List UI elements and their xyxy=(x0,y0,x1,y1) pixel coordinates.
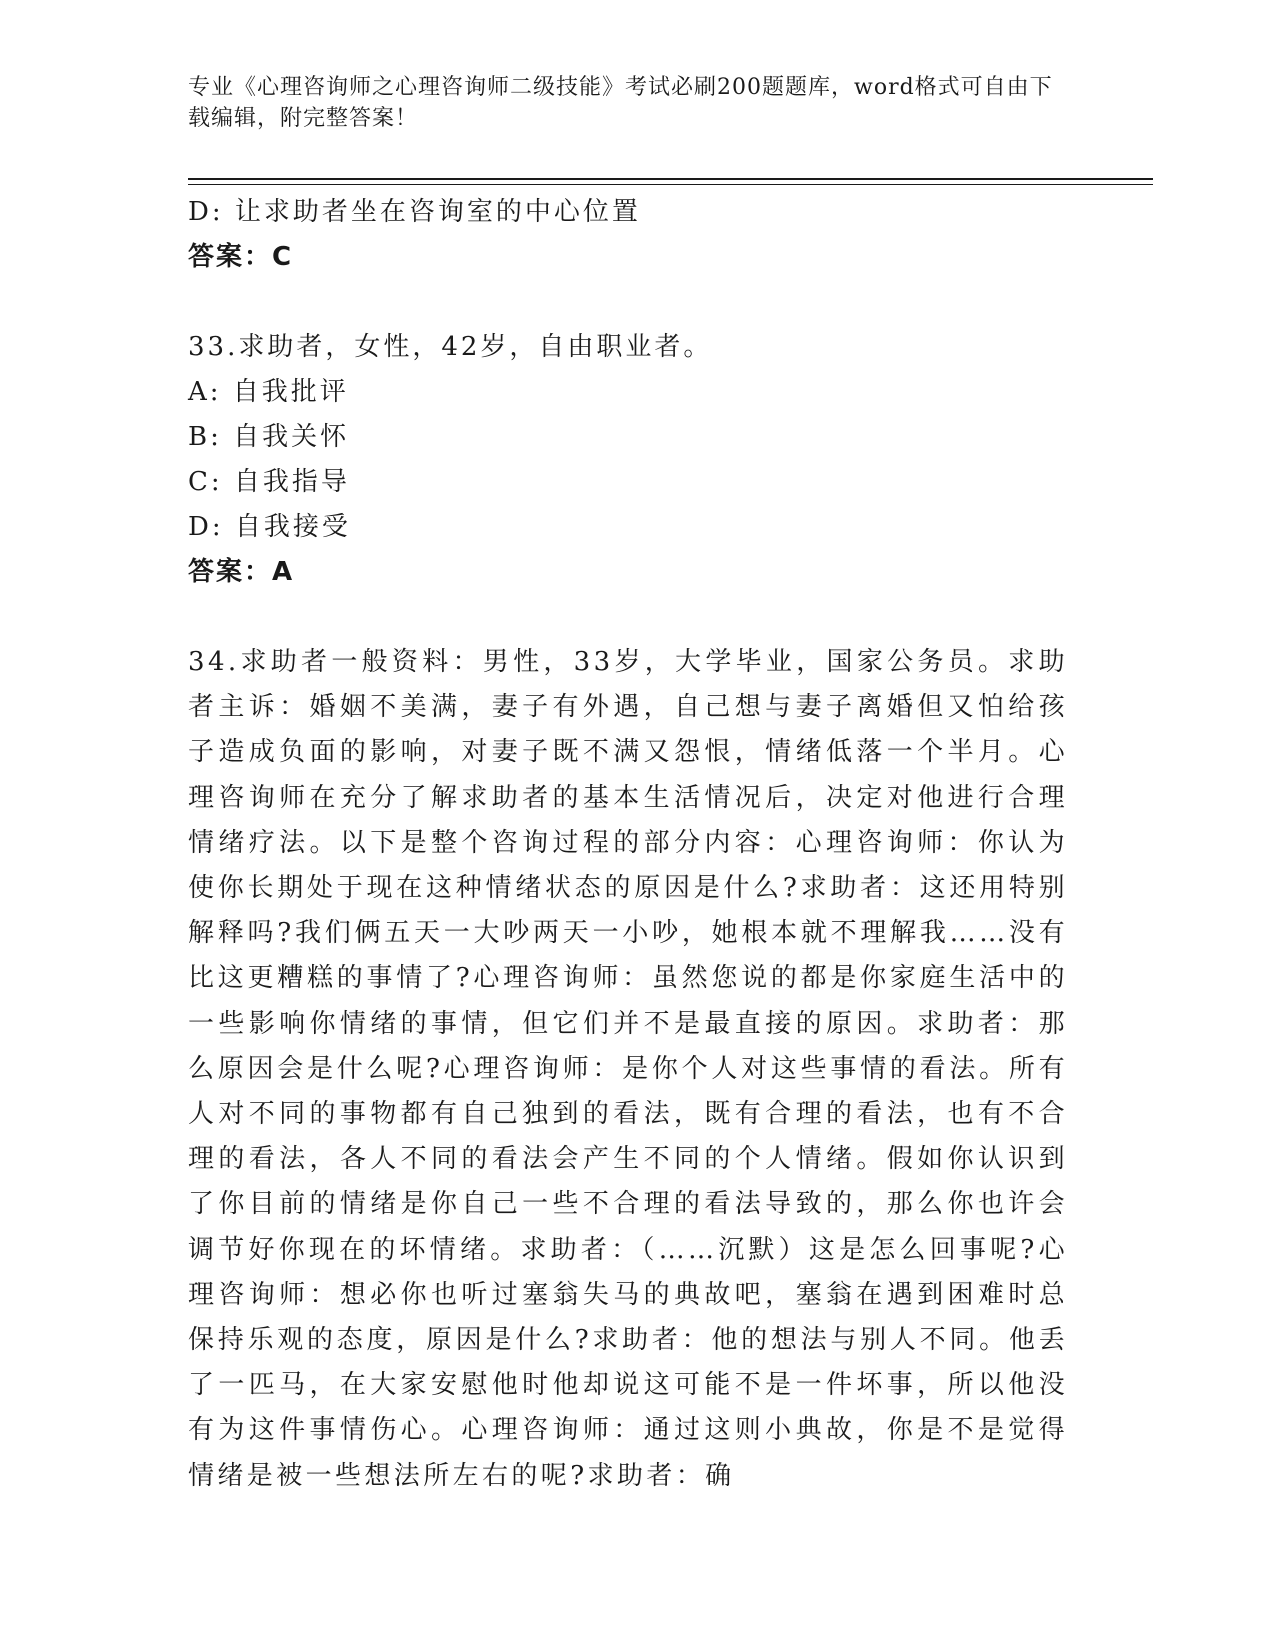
q33-option-c: C: 自我指导 xyxy=(188,467,350,497)
header-divider-thick xyxy=(188,178,1153,180)
spacer xyxy=(188,595,1088,640)
document-header: 专业《心理咨询师之心理咨询师二级技能》考试必刷200题题库，word格式可自由下载编辑，附完整答案！ xyxy=(188,75,1053,131)
document-body xyxy=(188,190,1088,1499)
spacer xyxy=(188,280,1088,325)
q33-option-a: A: 自我批评 xyxy=(188,377,349,407)
q33-question: 33.求助者，女性，42岁，自由职业者。 xyxy=(188,332,713,362)
q33-answer: 答案：A xyxy=(188,557,295,587)
q33-option-b: B: 自我关怀 xyxy=(188,422,350,452)
q32-answer: 答案：C xyxy=(188,242,294,272)
q34-question: 34.求助者一般资料：男性，33岁，大学毕业，国家公务员。求助者主诉：婚姻不美满，妻子有外遇，自己想与妻子离婚但又怕给孩子造成负面的影响，对妻子既不满又怨恨，情绪低落一个半月。心理咨询师在充分了解求助者的基本生活情况后，决定对他进行合理情绪疗法。以下是整个咨询过程的部分内容：心理咨询师：你认为使你长期处于现在这种情绪状态的原因是什么?求助者：这还用特别解释吗?我们俩五天一大吵两天一小吵，她根本就不理解我……没有比这更糟糕的事情了?心理咨询师：虽然您说的都是你家庭生活中的一些影响你情绪的事情，但它们并不是最直接的原因。求助者：那么原因会是什么呢?心理咨询师：是你个人对这些事情的看法。所有人对不同的事物都有自己独到的看法，既有合理的看法，也有不合理的看法，各人不同的看法会产生不同的个人情绪。假如你认识到了你目前的情绪是你自己一些不合理的看法导致的，那么你也许会调节好你现在的坏情绪。求助者：（……沉默）这是怎么回事呢?心理咨询师：想必你也听过塞翁失马的典故吧，塞翁在遇到困难时总保持乐观的态度，原因是什么?求助者：他的想法与别人不同。他丢了一匹马，在大家安慰他时他却说这可能不是一件坏事，所以他没有为这件事情伤心。心理咨询师：通过这则小典故，你是不是觉得情绪是被一些想法所左右的呢?求助者：确 xyxy=(188,647,1068,1491)
q32-option-d: D: 让求助者坐在咨询室的中心位置 xyxy=(188,197,641,227)
q33-option-d: D: 自我接受 xyxy=(188,512,351,542)
header-divider-thin xyxy=(188,184,1153,185)
